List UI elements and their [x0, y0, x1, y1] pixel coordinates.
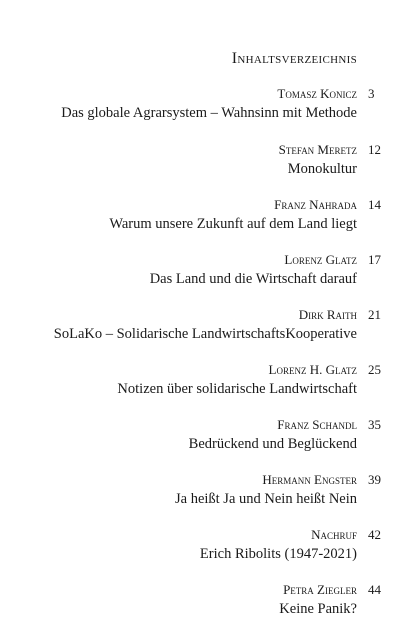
toc-heading: Inhaltsverzeichnis — [231, 50, 357, 67]
entry-author: Franz Nahrada — [274, 197, 357, 212]
entry-title: Das globale Agrarsystem – Wahnsinn mit Methode — [61, 105, 357, 121]
entry-author: Lorenz Glatz — [284, 252, 357, 267]
toc-entry — [0, 142, 402, 182]
entry-page-number: 12 — [368, 142, 381, 157]
entry-title: Warum unsere Zukunft auf dem Land liegt — [109, 216, 357, 232]
entry-title: Notizen über solidarische Landwirtschaft — [117, 381, 357, 397]
entry-author: Franz Schandl — [277, 417, 357, 432]
entry-page-number: 25 — [368, 362, 381, 377]
toc-entry — [0, 417, 402, 457]
entry-page-number: 39 — [368, 472, 381, 487]
entry-title: Monokultur — [287, 161, 357, 177]
toc-entry — [0, 362, 402, 402]
entry-page-number: 21 — [368, 307, 381, 322]
entry-title: Keine Panik? — [279, 601, 357, 617]
entry-page-number: 14 — [368, 197, 381, 212]
entry-author: Petra Ziegler — [283, 582, 357, 597]
toc-entry — [0, 252, 402, 292]
entry-title: Ja heißt Ja und Nein heißt Nein — [174, 491, 357, 507]
toc-entry — [0, 527, 402, 567]
entry-author: Stefan Meretz — [278, 142, 357, 157]
toc-entry — [0, 86, 402, 126]
entry-page-number: 42 — [368, 527, 381, 542]
entry-author: Lorenz H. Glatz — [268, 362, 357, 377]
entry-title: Das Land und die Wirtschaft darauf — [149, 271, 357, 287]
toc-entry — [0, 472, 402, 512]
entry-author: Tomasz Konicz — [277, 86, 357, 101]
entry-author: Hermann Engster — [262, 472, 357, 487]
entry-author: Nachruf — [311, 527, 357, 542]
entry-author: Dirk Raith — [298, 307, 357, 322]
toc-entry — [0, 307, 402, 347]
toc-entry — [0, 582, 402, 622]
entry-page-number: 3 — [368, 86, 375, 101]
entry-page-number: 44 — [368, 582, 381, 597]
entry-title: SoLaKo – Solidarische LandwirtschaftsKooperative — [53, 326, 357, 342]
toc-entry — [0, 197, 402, 237]
entry-title: Bedrückend und Beglückend — [188, 436, 357, 452]
entry-page-number: 35 — [368, 417, 381, 432]
entry-page-number: 17 — [368, 252, 381, 267]
entry-title: Erich Ribolits (1947-2021) — [199, 546, 357, 562]
